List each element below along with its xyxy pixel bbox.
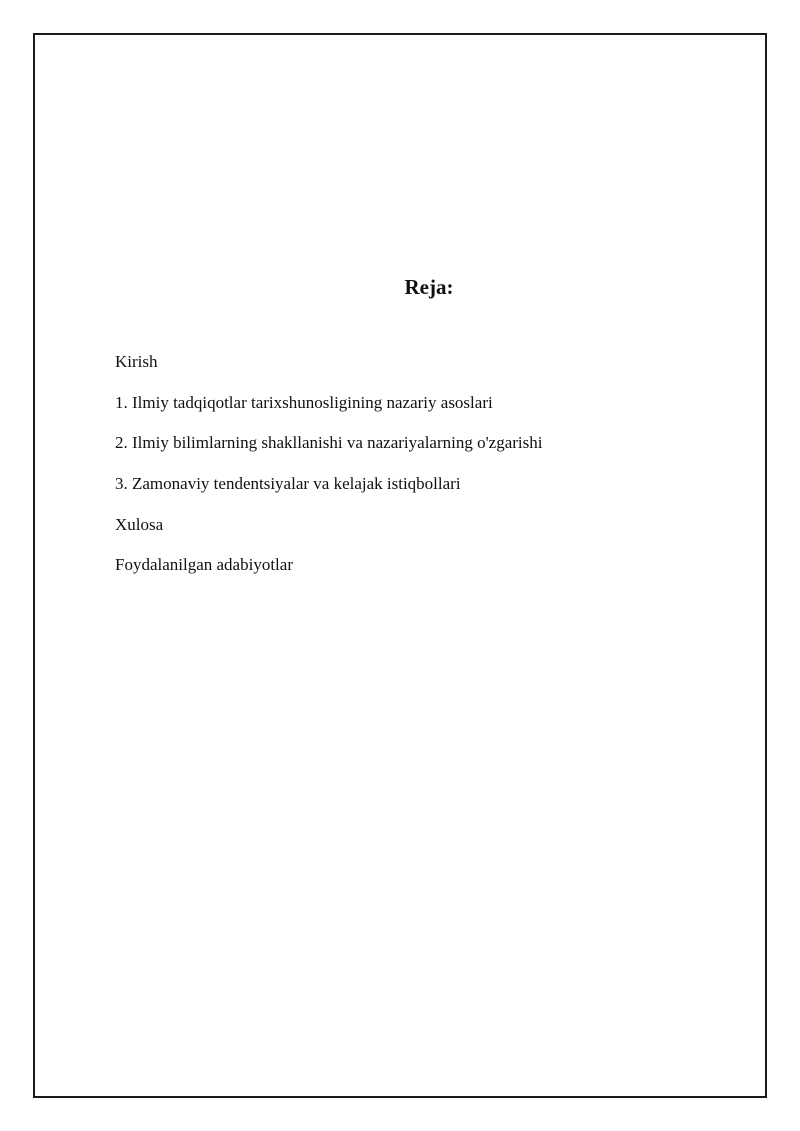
toc-item-chapter-2: 2. Ilmiy bilimlarning shakllanishi va nazariyalarning o'zgarishi <box>115 433 543 453</box>
toc-item-introduction: Kirish <box>115 352 158 371</box>
toc-item-chapter-3: 3. Zamonaviy tendentsiyalar va kelajak istiqbollari <box>115 474 461 494</box>
toc-item-references: Foydalanilgan adabiyotlar <box>115 555 293 575</box>
plan-heading: Reja: <box>404 275 454 299</box>
toc-item-conclusion: Xulosa <box>115 514 164 534</box>
toc-item-chapter-1: 1. Ilmiy tadqiqotlar tarixshunosligining nazariy asoslari <box>115 392 493 412</box>
table-of-contents <box>115 348 542 592</box>
